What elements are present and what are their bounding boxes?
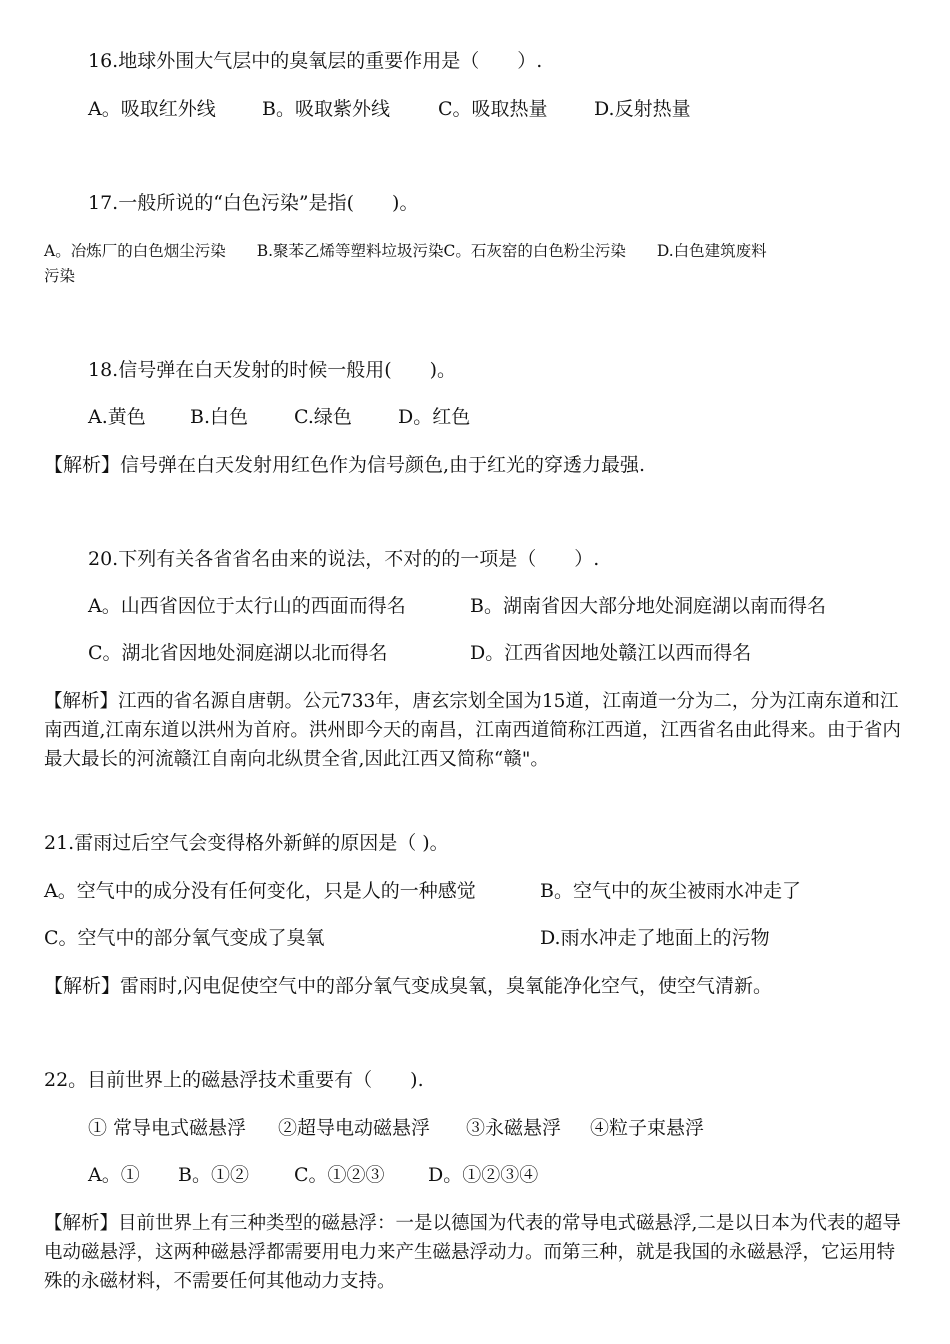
q22-option-c: C。①②③ xyxy=(294,1164,385,1186)
q22-item-1: ① 常导电式磁悬浮 xyxy=(88,1117,247,1139)
q20-option-d: D。江西省因地处赣江以西而得名 xyxy=(470,642,752,664)
q18-option-b: B.白色 xyxy=(190,406,249,428)
q18-stem: 18.信号弹在白天发射的时候一般用( )。 xyxy=(88,359,457,381)
q22-option-b: B。①② xyxy=(178,1164,249,1186)
q18-analysis: 【解析】信号弹在白天发射用红色作为信号颜色,由于红光的穿透力最强. xyxy=(44,454,646,476)
q17-options-line2: 污染 xyxy=(44,267,76,285)
q16-option-c: C。吸取热量 xyxy=(438,98,548,120)
q21-option-a: A。空气中的成分没有任何变化，只是人的一种感觉 xyxy=(44,880,476,902)
q17-options-line1: A。冶炼厂的白色烟尘污染 B.聚苯乙烯等塑料垃圾污染C。石灰窑的白色粉尘污染 D.白色建筑废料 xyxy=(44,242,767,260)
q22-item-4: ④粒子束悬浮 xyxy=(590,1117,705,1139)
q20-option-b: B。湖南省因大部分地处洞庭湖以南而得名 xyxy=(470,595,826,617)
q22-item-3: ③永磁悬浮 xyxy=(466,1117,562,1139)
q21-option-b: B。空气中的灰尘被雨水冲走了 xyxy=(540,880,801,902)
q16-stem: 16.地球外围大气层中的臭氧层的重要作用是（ ）. xyxy=(88,50,543,72)
q20-analysis: 【解析】江西的省名源自唐朝。公元733年，唐玄宗划全国为15道，江南道一分为二，分为江南东道和江南西道,江南东道以洪州为首府。洪州即今天的南昌，江南西道简称江西道，江西省名由此得来。由于省内最大最长的河流赣江自南向北纵贯全省,因此江西又简称“赣"。 xyxy=(44,691,901,770)
q22-stem: 22。目前世界上的磁悬浮技术重要有（ ). xyxy=(44,1069,424,1091)
q21-analysis: 【解析】雷雨时,闪电促使空气中的部分氧气变成臭氧，臭氧能净化空气，使空气清新。 xyxy=(44,975,773,997)
q20-option-a: A。山西省因位于太行山的西面而得名 xyxy=(88,595,406,617)
q18-option-a: A.黄色 xyxy=(88,406,146,428)
q20-stem: 20.下列有关各省省名由来的说法，不对的的一项是（ ）. xyxy=(88,548,600,570)
q21-stem: 21.雷雨过后空气会变得格外新鲜的原因是（ )。 xyxy=(44,832,449,854)
q16-option-b: B。吸取紫外线 xyxy=(262,98,390,120)
q22-analysis: 【解析】目前世界上有三种类型的磁悬浮：一是以德国为代表的常导电式磁悬浮,二是以日本为代表的超导电动磁悬浮，这两种磁悬浮都需要用电力来产生磁悬浮动力。而第三种，就是我国的永磁悬浮，它运用特殊的永磁材料，不需要任何其他动力支持。 xyxy=(44,1213,901,1292)
q22-item-2: ②超导电动磁悬浮 xyxy=(278,1117,431,1139)
q21-option-c: C。空气中的部分氧气变成了臭氧 xyxy=(44,927,325,949)
q17-stem: 17.一般所说的“白色污染”是指( )。 xyxy=(88,192,419,214)
q22-option-d: D。①②③④ xyxy=(428,1164,539,1186)
q22-option-a: A。① xyxy=(88,1164,140,1186)
q16-option-d: D.反射热量 xyxy=(594,98,691,120)
q18-option-c: C.绿色 xyxy=(294,406,352,428)
q18-option-d: D。红色 xyxy=(398,406,471,428)
q21-option-d: D.雨水冲走了地面上的污物 xyxy=(540,927,770,949)
q16-option-a: A。吸取红外线 xyxy=(88,98,216,120)
q20-option-c: C。湖北省因地处洞庭湖以北而得名 xyxy=(88,642,388,664)
